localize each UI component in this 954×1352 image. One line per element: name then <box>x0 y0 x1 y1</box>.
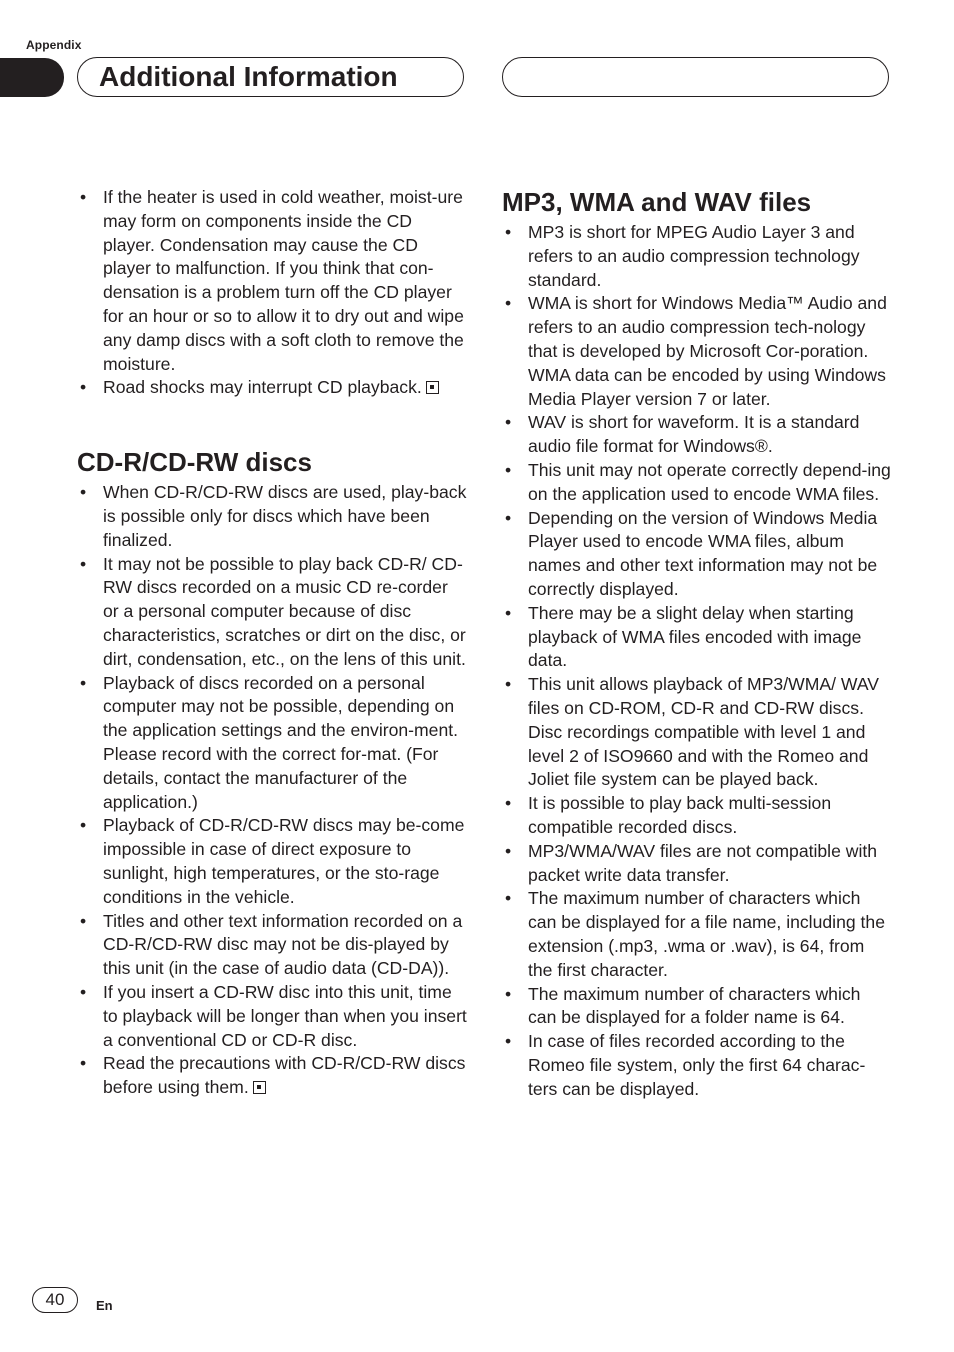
section-header-box <box>77 57 464 97</box>
list-item <box>502 459 892 507</box>
list-item <box>77 481 467 552</box>
end-mark-icon <box>253 1081 266 1094</box>
list-item <box>77 186 467 376</box>
bullet-icon: • <box>80 482 87 503</box>
bullet-icon: • <box>505 983 512 1004</box>
bullet-icon: • <box>505 507 512 528</box>
list-item <box>77 814 467 909</box>
bullet-icon: • <box>505 602 512 623</box>
list-item <box>502 602 892 673</box>
bullet-icon: • <box>80 672 87 693</box>
list-item <box>502 221 892 292</box>
list-item-text: Road shocks may interrupt CD playback. <box>103 377 422 398</box>
cdr-list <box>77 481 467 1100</box>
bullet-icon: • <box>505 793 512 814</box>
section-title: Additional Information <box>99 61 398 92</box>
list-item-text: Playback of CD-R/CD-RW discs may be-come impossible in case of direct exposure to sunlight, high temperatures, or the sto-rage conditions in the vehicle. <box>103 815 465 907</box>
list-item-text: It may not be possible to play back CD-R/ CD-RW discs recorded on a music CD re-corder or a personal computer because of disc characteristics, scratches or dirt on the disc, or dirt, condensation, etc., on the lens of this unit. <box>103 553 466 669</box>
appendix-label: Appendix <box>26 38 82 52</box>
list-item-text: The maximum number of characters which can be displayed for a folder name is 64. <box>528 983 861 1028</box>
bullet-icon: • <box>505 840 512 861</box>
bullet-icon: • <box>505 222 512 242</box>
bullet-icon: • <box>80 1053 87 1074</box>
right-column <box>502 186 892 1101</box>
list-item <box>502 1030 892 1101</box>
list-item-text: There may be a slight delay when starting playback of WMA files encoded with image data. <box>528 602 862 671</box>
list-item <box>502 292 892 411</box>
list-item-text: If you insert a CD-RW disc into this unit, time to playback will be longer than when you insert a conventional CD or CD-R disc. <box>103 981 467 1050</box>
list-item-text: Playback of discs recorded on a personal computer may not be possible, depending on the application settings and the environ-ment. Please record with the correct for-mat. (For details, contact the manufacturer of the application.) <box>103 672 459 812</box>
list-item-text: WMA is short for Windows Media™ Audio and refers to an audio compression tech-nology that is developed by Microsoft Cor-poration. WMA data can be encoded by using Windows Media Player version 7 or later. <box>528 293 887 409</box>
language-label: En <box>96 1298 113 1313</box>
list-item-text: It is possible to play back multi-session compatible recorded discs. <box>528 793 832 837</box>
list-item-text: Read the precautions with CD-R/CD-RW discs before using them. <box>103 1053 466 1098</box>
empty-header-box <box>502 57 889 97</box>
section-tab-marker <box>0 58 64 97</box>
intro-list <box>77 186 467 400</box>
list-item-text: This unit may not operate correctly depend-ing on the application used to encode WMA files. <box>528 459 891 504</box>
list-item <box>77 672 467 815</box>
list-item <box>77 553 467 672</box>
page-number: 40 <box>45 1290 65 1309</box>
list-item <box>502 411 892 459</box>
bullet-icon: • <box>505 459 512 480</box>
bullet-icon: • <box>505 674 512 695</box>
list-item <box>77 1052 467 1100</box>
mp3-list <box>502 221 892 1101</box>
bullet-icon: • <box>80 910 87 931</box>
list-item <box>77 910 467 981</box>
list-item <box>502 507 892 602</box>
list-item-text: In case of files recorded according to the Romeo file system, only the first 64 charac-ters can be displayed. <box>528 1031 866 1099</box>
list-item-text: The maximum number of characters which can be displayed for a file name, including the extension (.mp3, .wma or .wav), is 64, from the first character. <box>528 888 885 980</box>
bullet-icon: • <box>80 553 87 574</box>
bullet-icon: • <box>80 187 87 207</box>
page-number-badge <box>32 1287 78 1313</box>
list-item <box>502 983 892 1031</box>
list-item-text: MP3 is short for MPEG Audio Layer 3 and refers to an audio compression technology standard. <box>528 222 860 290</box>
cdr-heading: CD-R/CD-RW discs <box>77 447 312 478</box>
list-item-text: This unit allows playback of MP3/WMA/ WAV files on CD-ROM, CD-R and CD-RW discs. Disc recordings compatible with level 1 and level 2 of ISO9660 and with the Romeo and Joliet file system can be played back. <box>528 674 879 790</box>
list-item <box>502 840 892 888</box>
list-item-text: Titles and other text information recorded on a CD-R/CD-RW disc may not be dis-played by this unit (in the case of audio data (CD-DA)). <box>103 910 463 979</box>
list-item-text: MP3/WMA/WAV files are not compatible with packet write data transfer. <box>528 840 878 885</box>
bullet-icon: • <box>505 293 512 314</box>
list-item-text: When CD-R/CD-RW discs are used, play-back is possible only for discs which have been finalized. <box>103 482 467 550</box>
bullet-icon: • <box>80 377 87 398</box>
bullet-icon: • <box>80 815 87 836</box>
list-item <box>77 981 467 1052</box>
list-item-text: Depending on the version of Windows Media Player used to encode WMA files, album names and other text information may not be correctly displayed. <box>528 507 878 599</box>
bullet-icon: • <box>505 888 512 909</box>
list-item <box>502 792 892 840</box>
bullet-icon: • <box>505 1031 512 1052</box>
list-item <box>502 673 892 792</box>
list-item-text: If the heater is used in cold weather, moist-ure may form on components inside the CD player. Condensation may cause the CD player to malfunction. If you think that con-densation is a problem turn off the CD player for an hour or so to allow it to dry out and wipe any damp discs with a soft cloth to remove the moisture. <box>103 187 464 374</box>
left-column <box>77 186 467 1100</box>
list-item <box>502 887 892 982</box>
bullet-icon: • <box>80 981 87 1002</box>
mp3-heading: MP3, WMA and WAV files <box>502 187 812 217</box>
list-item <box>77 376 467 400</box>
list-item-text: WAV is short for waveform. It is a standard audio file format for Windows®. <box>528 412 860 457</box>
end-mark-icon <box>426 381 439 394</box>
bullet-icon: • <box>505 412 512 433</box>
